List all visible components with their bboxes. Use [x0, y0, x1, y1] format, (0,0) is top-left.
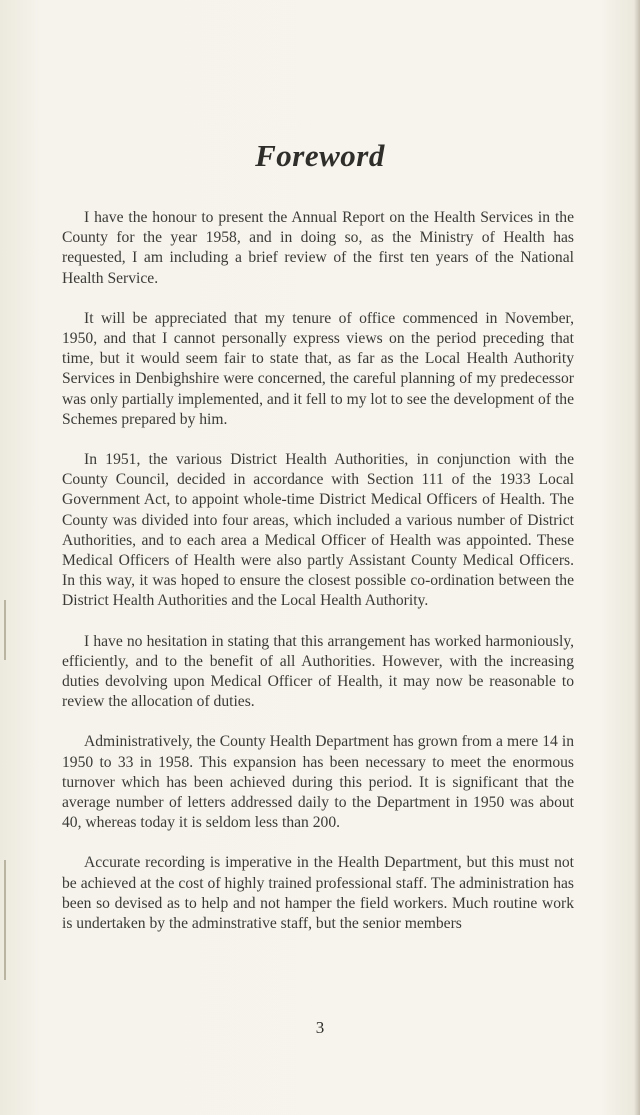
paragraph-2: It will be appreciated that my tenure of office commenced in November, 1950, and that I cannot personally express views on the period preceding that time, but it would seem fair to state that, as far as the Local Health Authority Services in Denbighshire were concerned, the careful planning of my predecessor was only partially implemented, and it fell to my lot to see the development of the Schemes prepared by him. [62, 309, 574, 428]
paragraph-1: I have the honour to present the Annual Report on the Health Services in the County for the year 1958, and in doing so, as the Ministry of Health has requested, I am including a brief review of the first ten years of the National Health Service. [62, 209, 574, 287]
paragraph-6: Accurate recording is imperative in the Health Department, but this must not be achieved at the cost of highly trained professional staff. The administration has been so devised as to help and not hamper the field workers. Much routine work is undertaken by the adminstrative staff, but the senior members [62, 854, 574, 933]
binding-mark [4, 860, 6, 980]
paragraph-5: Administratively, the County Health Department has grown from a mere 14 in 1950 to 33 in 1958. This expansion has been necessary to meet the enormous turnover which has been achieved during this period. It is significant that the average number of letters addressed daily to the Department in 1950 was about 40, whereas today it is seldom less than 200. [62, 733, 574, 832]
page-number: 3 [315, 1018, 325, 1037]
page-title: Foreword [255, 138, 385, 173]
binding-mark [4, 600, 6, 660]
body-text [62, 208, 574, 954]
paragraph-4: I have no hesitation in stating that this arrangement has worked harmoniously, efficiently, and to the benefit of all Authorities. However, with the increasing duties devolving upon Medical Officer of Health, it may now be reasonable to review the allocation of duties. [62, 632, 574, 711]
paragraph-3: In 1951, the various District Health Authorities, in conjunction with the County Council, decided in accordance with Section 111 of the 1933 Local Government Act, to appoint whole-time District Medical Officers of Health. The County was divided into four areas, which included a various number of District Authorities, and to each area a Medical Officer of Health was appointed. These Medical Officers of Health were also partly Assistant County Medical Officers. In this way, it was hoped to ensure the closest possible co-ordination between the District Health Authorities and the Local Health Authority. [62, 451, 574, 610]
